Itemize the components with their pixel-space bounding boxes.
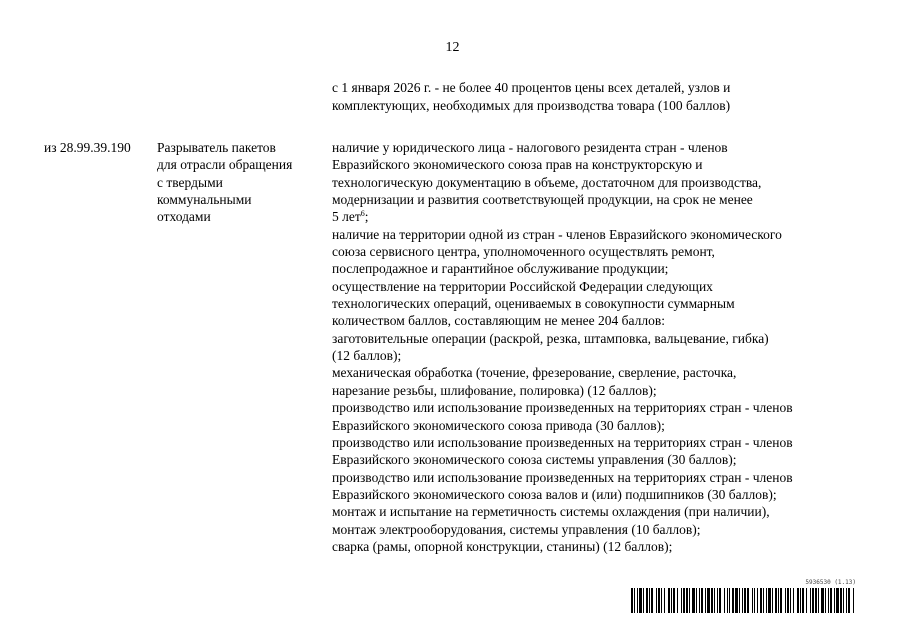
requirement-line: производство или использование произведенных на территориях стран - членов (332, 469, 793, 485)
requirement-line: Евразийского экономического союза привода (30 баллов); (332, 417, 665, 433)
requirement-line: технологических операций, оцениваемых в совокупности суммарным (332, 296, 735, 312)
barcode-image (631, 588, 856, 613)
requirement-line: Евразийского экономического союза системы управления (30 баллов); (332, 452, 737, 468)
requirement-line: (12 баллов); (332, 348, 402, 364)
requirement-line: заготовительные операции (раскрой, резка, штамповка, вальцевание, гибка) (332, 330, 769, 346)
requirement-line: Евразийского экономического союза валов и (или) подшипников (30 баллов); (332, 486, 777, 502)
requirement-line: сварка (рамы, опорной конструкции, станины) (12 баллов); (332, 538, 673, 554)
intro-line: с 1 января 2026 г. - не более 40 процентов цены всех деталей, узлов и (332, 80, 731, 95)
document-barcode (631, 579, 856, 615)
product-name-line: Разрыватель пакетов (157, 140, 276, 155)
product-code: из 28.99.39.190 (44, 140, 131, 155)
requirement-line: союза сервисного центра, уполномоченного осуществлять ремонт, (332, 244, 715, 260)
requirement-line: 5 лет (332, 209, 361, 225)
footnote-tail: ; (364, 209, 369, 225)
page-number: 12 (445, 40, 460, 55)
requirement-line: механическая обработка (точение, фрезерование, сверление, расточка, (332, 365, 737, 381)
requirement-line: наличие у юридического лица - налогового резидента стран - членов (332, 140, 728, 155)
requirement-line: осуществление на территории Российской Федерации следующих (332, 278, 713, 294)
intro-line: комплектующих, необходимых для производства товара (100 баллов) (332, 97, 731, 113)
barcode-label: 5936530 (1.13) (805, 579, 856, 586)
product-name-line: для отрасли обращения (157, 157, 293, 173)
requirement-line: послепродажное и гарантийное обслуживание продукции; (332, 261, 669, 277)
requirement-line: монтаж электрооборудования, системы управления (10 баллов); (332, 521, 701, 537)
intro-text (332, 79, 872, 114)
product-name-line: с твердыми (157, 174, 223, 190)
requirement-line: технологическую документацию в объеме, достаточном для производства, (332, 174, 762, 190)
requirement-line-with-footnote (332, 208, 892, 225)
requirement-line: Евразийского экономического союза прав на конструкторскую и (332, 157, 703, 173)
footnote-mark: 6 (360, 209, 365, 219)
requirement-line: монтаж и испытание на герметичность системы охлаждения (при наличии), (332, 504, 770, 520)
requirements-text (332, 139, 892, 555)
product-name-line: отходами (157, 209, 211, 225)
product-name-line: коммунальными (157, 191, 252, 207)
requirement-line: модернизации и развития соответствующей продукции, на срок не менее (332, 192, 753, 208)
requirement-line: количеством баллов, составляющим не менее 204 баллов: (332, 313, 665, 329)
requirement-line: нарезание резьбы, шлифование, полировка) (12 баллов); (332, 382, 657, 398)
requirement-line: производство или использование произведенных на территориях стран - членов (332, 434, 793, 450)
product-name (157, 139, 322, 225)
requirement-line: наличие на территории одной из стран - членов Евразийского экономического (332, 226, 782, 242)
requirement-line: производство или использование произведенных на территориях стран - членов (332, 400, 793, 416)
